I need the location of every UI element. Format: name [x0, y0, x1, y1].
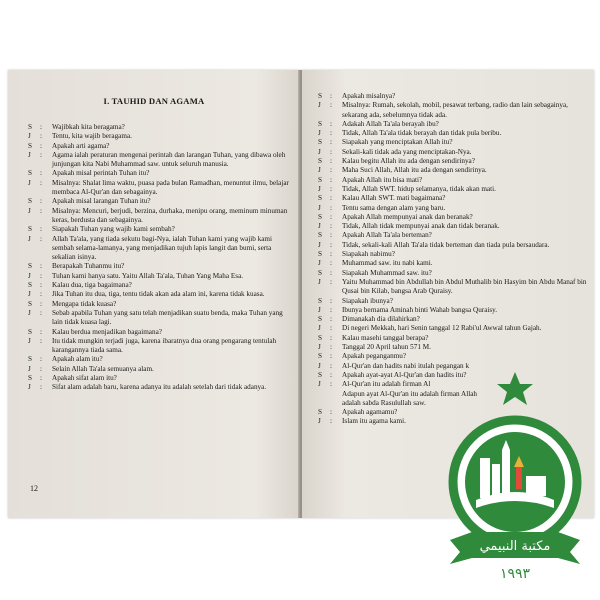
speaker-label: J [28, 234, 31, 243]
qa-line [28, 374, 292, 383]
qa-line [28, 142, 292, 151]
line-text: Apakah Allah itu bisa mati? [342, 175, 423, 184]
colon-separator: : [330, 343, 332, 352]
line-text: Wajibkah kita beragama? [52, 123, 125, 131]
qa-line [318, 120, 588, 129]
qa-line [318, 334, 588, 343]
speaker-label: S [28, 281, 32, 290]
line-text: Di negeri Mekkah, hari Senin tanggal 12 Rabi'ul Awwal tahun Gajah. [342, 324, 542, 333]
speaker-label: S [318, 231, 322, 240]
line-text: Kalau begitu Allah itu ada dengan sendirinya? [342, 157, 475, 166]
line-text: Sekali-kali tidak ada yang menciptakan-Nya. [342, 147, 472, 156]
colon-separator: : [330, 315, 332, 324]
colon-separator: : [330, 203, 332, 212]
speaker-label: J [28, 290, 31, 299]
qa-line [318, 306, 588, 315]
qa-line [318, 315, 588, 324]
line-text: Tanggal 20 April tahun 571 M. [342, 343, 431, 352]
speaker-label: J [318, 222, 321, 231]
speaker-label: S [28, 169, 32, 178]
line-text: Itu tidak mungkin terjadi juga, karena ibaratnya dua orang pengarang tentulah karangannya tiada sama. [52, 336, 277, 355]
line-text: Apakah misal larangan Tuhan itu? [52, 197, 151, 206]
chapter-title: I. TAUHID DAN AGAMA [103, 96, 205, 106]
qa-line [28, 207, 292, 226]
colon-separator: : [40, 327, 42, 336]
colon-separator: : [330, 259, 332, 268]
line-text: Kalau berdua menjadikan bagaimana? [52, 327, 162, 336]
qa-line [318, 241, 588, 250]
speaker-label: S [28, 355, 32, 364]
colon-separator: : [330, 92, 332, 100]
line-text: Siapakah ibunya? [342, 296, 393, 305]
qa-line [28, 300, 292, 309]
line-text: Yaitu Muhammad bin Abdullah bin Abdul Muthalib bin Hasyim bin Abdu Manaf bin Qusai bin Kilab, bangsa Arab Quraisy. [342, 277, 587, 296]
line-text: Apakah Allah mempunyai anak dan beranak? [342, 212, 473, 221]
publisher-logo [446, 372, 584, 592]
speaker-label: S [318, 370, 322, 379]
line-text: Tuhan kami hanya satu. Yaitu Allah Ta'ala, Tuhan Yang Maha Esa. [52, 271, 244, 280]
line-text: adalah sabda Rasulullah saw. [342, 398, 426, 407]
line-text: Apakah ayat-ayat Al-Qur'an dan hadits itu? [342, 370, 467, 379]
colon-separator: : [330, 305, 332, 314]
colon-separator: : [40, 225, 42, 234]
colon-separator: : [330, 194, 332, 203]
qa-line [28, 290, 292, 299]
speaker-label: S [318, 408, 322, 417]
speaker-label: J [28, 336, 31, 345]
qa-line [318, 185, 588, 194]
speaker-label: J [318, 361, 321, 370]
colon-separator: : [330, 380, 332, 389]
speaker-label: J [28, 308, 31, 317]
line-text: Apakah alam itu? [52, 355, 103, 364]
line-text: Siapakah Muhammad saw. itu? [342, 268, 432, 277]
qa-line [28, 281, 292, 290]
logo-arabic-text: مكتبة النبيمي [479, 539, 551, 554]
qa-line [318, 269, 588, 278]
colon-separator: : [40, 271, 42, 280]
speaker-label: J [28, 271, 31, 280]
colon-separator: : [330, 222, 332, 231]
line-text: Ibunya bernama Aminah binti Wahab bangsa Quraisy. [342, 305, 498, 314]
qa-line [318, 343, 588, 352]
line-text: Apakah arti agama? [52, 141, 110, 150]
logo-year: ١٩٩٣ [499, 566, 531, 582]
line-text: Al-Qur'an dan hadits nabi itulah pegangan k [342, 361, 470, 370]
line-text: Siapakah Tuhan yang wajib kami sembah? [52, 225, 175, 234]
speaker-label: J [318, 203, 321, 212]
line-text: Apakah Allah Ta'ala berteman? [342, 231, 432, 240]
colon-separator: : [330, 408, 332, 417]
line-text: Sebab apabila Tuhan yang satu telah menjadikan suatu benda, maka Tuhan yang lain tidak kuasa lagi. [52, 308, 283, 327]
qa-line [28, 328, 292, 337]
line-text: Tidak, Allah Ta'ala tidak berayah dan tidak pula beribu. [342, 129, 502, 138]
colon-separator: : [330, 352, 332, 361]
colon-separator: : [40, 299, 42, 308]
colon-separator: : [40, 123, 42, 131]
qa-line [318, 101, 588, 120]
qa-line [318, 297, 588, 306]
speaker-label: S [318, 119, 322, 128]
speaker-label: S [318, 138, 322, 147]
qa-line [318, 213, 588, 222]
line-text: Berapakah Tuhanmu itu? [52, 262, 125, 271]
speaker-label: J [318, 324, 321, 333]
star-icon [497, 372, 533, 405]
qa-line [28, 151, 292, 170]
colon-separator: : [330, 138, 332, 147]
speaker-label: S [28, 197, 32, 206]
colon-separator: : [40, 281, 42, 290]
speaker-label: J [318, 417, 321, 426]
speaker-label: J [28, 132, 31, 141]
line-text: Islam itu agama kami. [342, 417, 406, 426]
speaker-label: S [318, 194, 322, 203]
colon-separator: : [330, 147, 332, 156]
qa-line [28, 169, 292, 178]
qa-line [318, 92, 588, 101]
line-text: Sifat alam adalah baru, karena adanya itu adalah setelah dari tidak adanya. [52, 383, 267, 392]
colon-separator: : [330, 370, 332, 379]
speaker-label: S [28, 225, 32, 234]
speaker-label: S [318, 296, 322, 305]
line-text: Allah Ta'ala, yang tiada sekutu bagi-Nya, ialah Tuhan kami yang wajib kami sembah selama-lamanya, yang menjadikan tujuh lapis langit dan bumi, serta sekalian isinya. [52, 234, 273, 262]
line-text: Siapakah nabimu? [342, 250, 395, 259]
colon-separator: : [330, 129, 332, 138]
colon-separator: : [40, 364, 42, 373]
speaker-label: S [318, 315, 322, 324]
colon-separator: : [40, 150, 42, 159]
qa-line [318, 259, 588, 268]
qa-line [28, 262, 292, 271]
colon-separator: : [330, 101, 332, 110]
speaker-label: J [28, 178, 31, 187]
colon-separator: : [330, 184, 332, 193]
line-text: Kalau masehi tanggal berapa? [342, 333, 429, 342]
speaker-label: S [318, 268, 322, 277]
qa-line [318, 324, 588, 333]
speaker-label: J [318, 129, 321, 138]
speaker-label: S [28, 299, 32, 308]
speaker-label: S [28, 141, 32, 150]
colon-separator: : [40, 374, 42, 383]
line-text: Siapakah yang menciptakan Allah itu? [342, 138, 453, 147]
colon-separator: : [40, 308, 42, 317]
speaker-label: S [318, 92, 322, 100]
speaker-label: J [318, 343, 321, 352]
colon-separator: : [330, 157, 332, 166]
qa-line [28, 225, 292, 234]
line-text: Apakah misalnya? [342, 92, 396, 100]
colon-separator: : [40, 178, 42, 187]
speaker-label: S [318, 175, 322, 184]
line-text: Adapun ayat Al-Qur'an itu adalah firman Allah [342, 389, 478, 398]
speaker-label: S [28, 123, 32, 131]
speaker-label: J [28, 150, 31, 159]
speaker-label: S [318, 250, 322, 259]
colon-separator: : [330, 240, 332, 249]
colon-separator: : [330, 231, 332, 240]
qa-line [28, 123, 292, 132]
qa-line [28, 235, 292, 263]
qa-line [28, 272, 292, 281]
colon-separator: : [330, 250, 332, 259]
page-number: 12 [30, 484, 38, 493]
speaker-label: J [318, 277, 321, 286]
speaker-label: S [28, 374, 32, 383]
line-text: Maha Suci Allah, Allah itu ada dengan sendirinya. [342, 166, 487, 175]
colon-separator: : [40, 355, 42, 364]
qa-line [318, 166, 588, 175]
line-text: Tidak, Allah SWT. hidup selamanya, tidak akan mati. [342, 184, 496, 193]
colon-separator: : [330, 296, 332, 305]
colon-separator: : [40, 234, 42, 243]
line-text: Misalnya: Rumah, sekolah, mobil, pesawat terbang, radio dan lain sebagainya, sekarang ada, sebelumnya tidak ada. [342, 101, 568, 119]
qa-line [28, 365, 292, 374]
colon-separator: : [40, 197, 42, 206]
speaker-label: S [318, 212, 322, 221]
qa-line [318, 250, 588, 259]
colon-separator: : [330, 277, 332, 286]
qa-line [318, 278, 588, 297]
qa-line [318, 352, 588, 361]
line-text: Tentu sama dengan alam yang baru. [342, 203, 446, 212]
speaker-label: J [318, 184, 321, 193]
speaker-label: J [318, 305, 321, 314]
colon-separator: : [40, 336, 42, 345]
line-text: Selain Allah Ta'ala semuanya alam. [52, 364, 154, 373]
colon-separator: : [330, 361, 332, 370]
line-text: Apakah sifat alam itu? [52, 374, 117, 383]
colon-separator: : [330, 119, 332, 128]
colon-separator: : [330, 268, 332, 277]
qa-line [318, 176, 588, 185]
speaker-label: J [28, 364, 31, 373]
colon-separator: : [40, 141, 42, 150]
speaker-label: J [318, 166, 321, 175]
colon-separator: : [40, 383, 42, 392]
colon-separator: : [330, 417, 332, 426]
line-text: Tentu, kita wajib beragama. [52, 132, 132, 141]
qa-line [318, 129, 588, 138]
qa-line [28, 337, 292, 356]
qa-line [318, 157, 588, 166]
line-text: Al-Qur'an itu adalah firman Al [342, 380, 431, 389]
line-text: Mengapa tidak kuasa? [52, 299, 117, 308]
colon-separator: : [40, 169, 42, 178]
colon-separator: : [40, 206, 42, 215]
colon-separator: : [40, 290, 42, 299]
qa-line [28, 383, 292, 392]
qa-line [318, 231, 588, 240]
line-text: Apakah misal perintah Tuhan itu? [52, 169, 150, 178]
line-text: Misalnya: Mencuri, berjudi, berzina, durhaka, menipu orang, meminum minuman keras, berdusta dan sebagainya. [52, 206, 288, 224]
line-text: Misalnya: Shalat lima waktu, puasa pada bulan Ramadhan, menuntut ilmu, belajar membaca Al-Qur'an dan sebagainya. [52, 178, 289, 197]
speaker-label: J [318, 101, 321, 110]
left-qa-list [28, 123, 292, 393]
colon-separator: : [330, 166, 332, 175]
speaker-label: J [318, 147, 321, 156]
line-text: Muhammad saw. itu nabi kami. [342, 259, 433, 268]
speaker-label: S [318, 157, 322, 166]
qa-line [318, 204, 588, 213]
line-text: Apakah agamamu? [342, 408, 398, 417]
qa-line [28, 355, 292, 364]
line-text: Adakah Allah Ta'ala berayah ibu? [342, 119, 439, 128]
speaker-label: S [318, 333, 322, 342]
line-text: Apakah peganganmu? [342, 352, 407, 361]
qa-line [318, 222, 588, 231]
qa-line [28, 132, 292, 141]
qa-line [28, 309, 292, 328]
line-text: Kalau Allah SWT. mati bagaimana? [342, 194, 446, 203]
left-page [8, 70, 300, 518]
colon-separator: : [330, 333, 332, 342]
speaker-label: S [28, 327, 32, 336]
line-text: Tidak, sekali-kali Allah Ta'ala tidak berteman dan tiada pula bersaudara. [342, 240, 550, 249]
qa-line [318, 138, 588, 147]
line-text: Tidak, Allah tidak mempunyai anak dan tidak beranak. [342, 222, 500, 231]
colon-separator: : [330, 175, 332, 184]
speaker-label: S [318, 352, 322, 361]
speaker-label: J [318, 240, 321, 249]
colon-separator: : [40, 132, 42, 141]
qa-line [318, 148, 588, 157]
speaker-label: J [28, 383, 31, 392]
qa-line [28, 179, 292, 198]
qa-line [318, 362, 588, 371]
colon-separator: : [40, 262, 42, 271]
colon-separator: : [330, 324, 332, 333]
line-text: Dimanakah dia dilahirkan? [342, 315, 420, 324]
line-text: Agama ialah peraturan mengenai perintah dan larangan Tuhan, yang dibawa oleh junjungan kita Nabi Muhammad saw. untuk seluruh manusia. [52, 150, 286, 169]
qa-line [28, 197, 292, 206]
speaker-label: J [318, 259, 321, 268]
speaker-label: J [318, 380, 321, 389]
speaker-label: S [28, 262, 32, 271]
qa-line [318, 194, 588, 203]
line-text: Jika Tuhan itu dua, tiga, tentu tidak akan ada alam ini, karena tidak kuasa. [52, 290, 265, 299]
speaker-label: J [28, 206, 31, 215]
colon-separator: : [330, 212, 332, 221]
line-text: Kalau dua, tiga bagaimana? [52, 281, 132, 290]
